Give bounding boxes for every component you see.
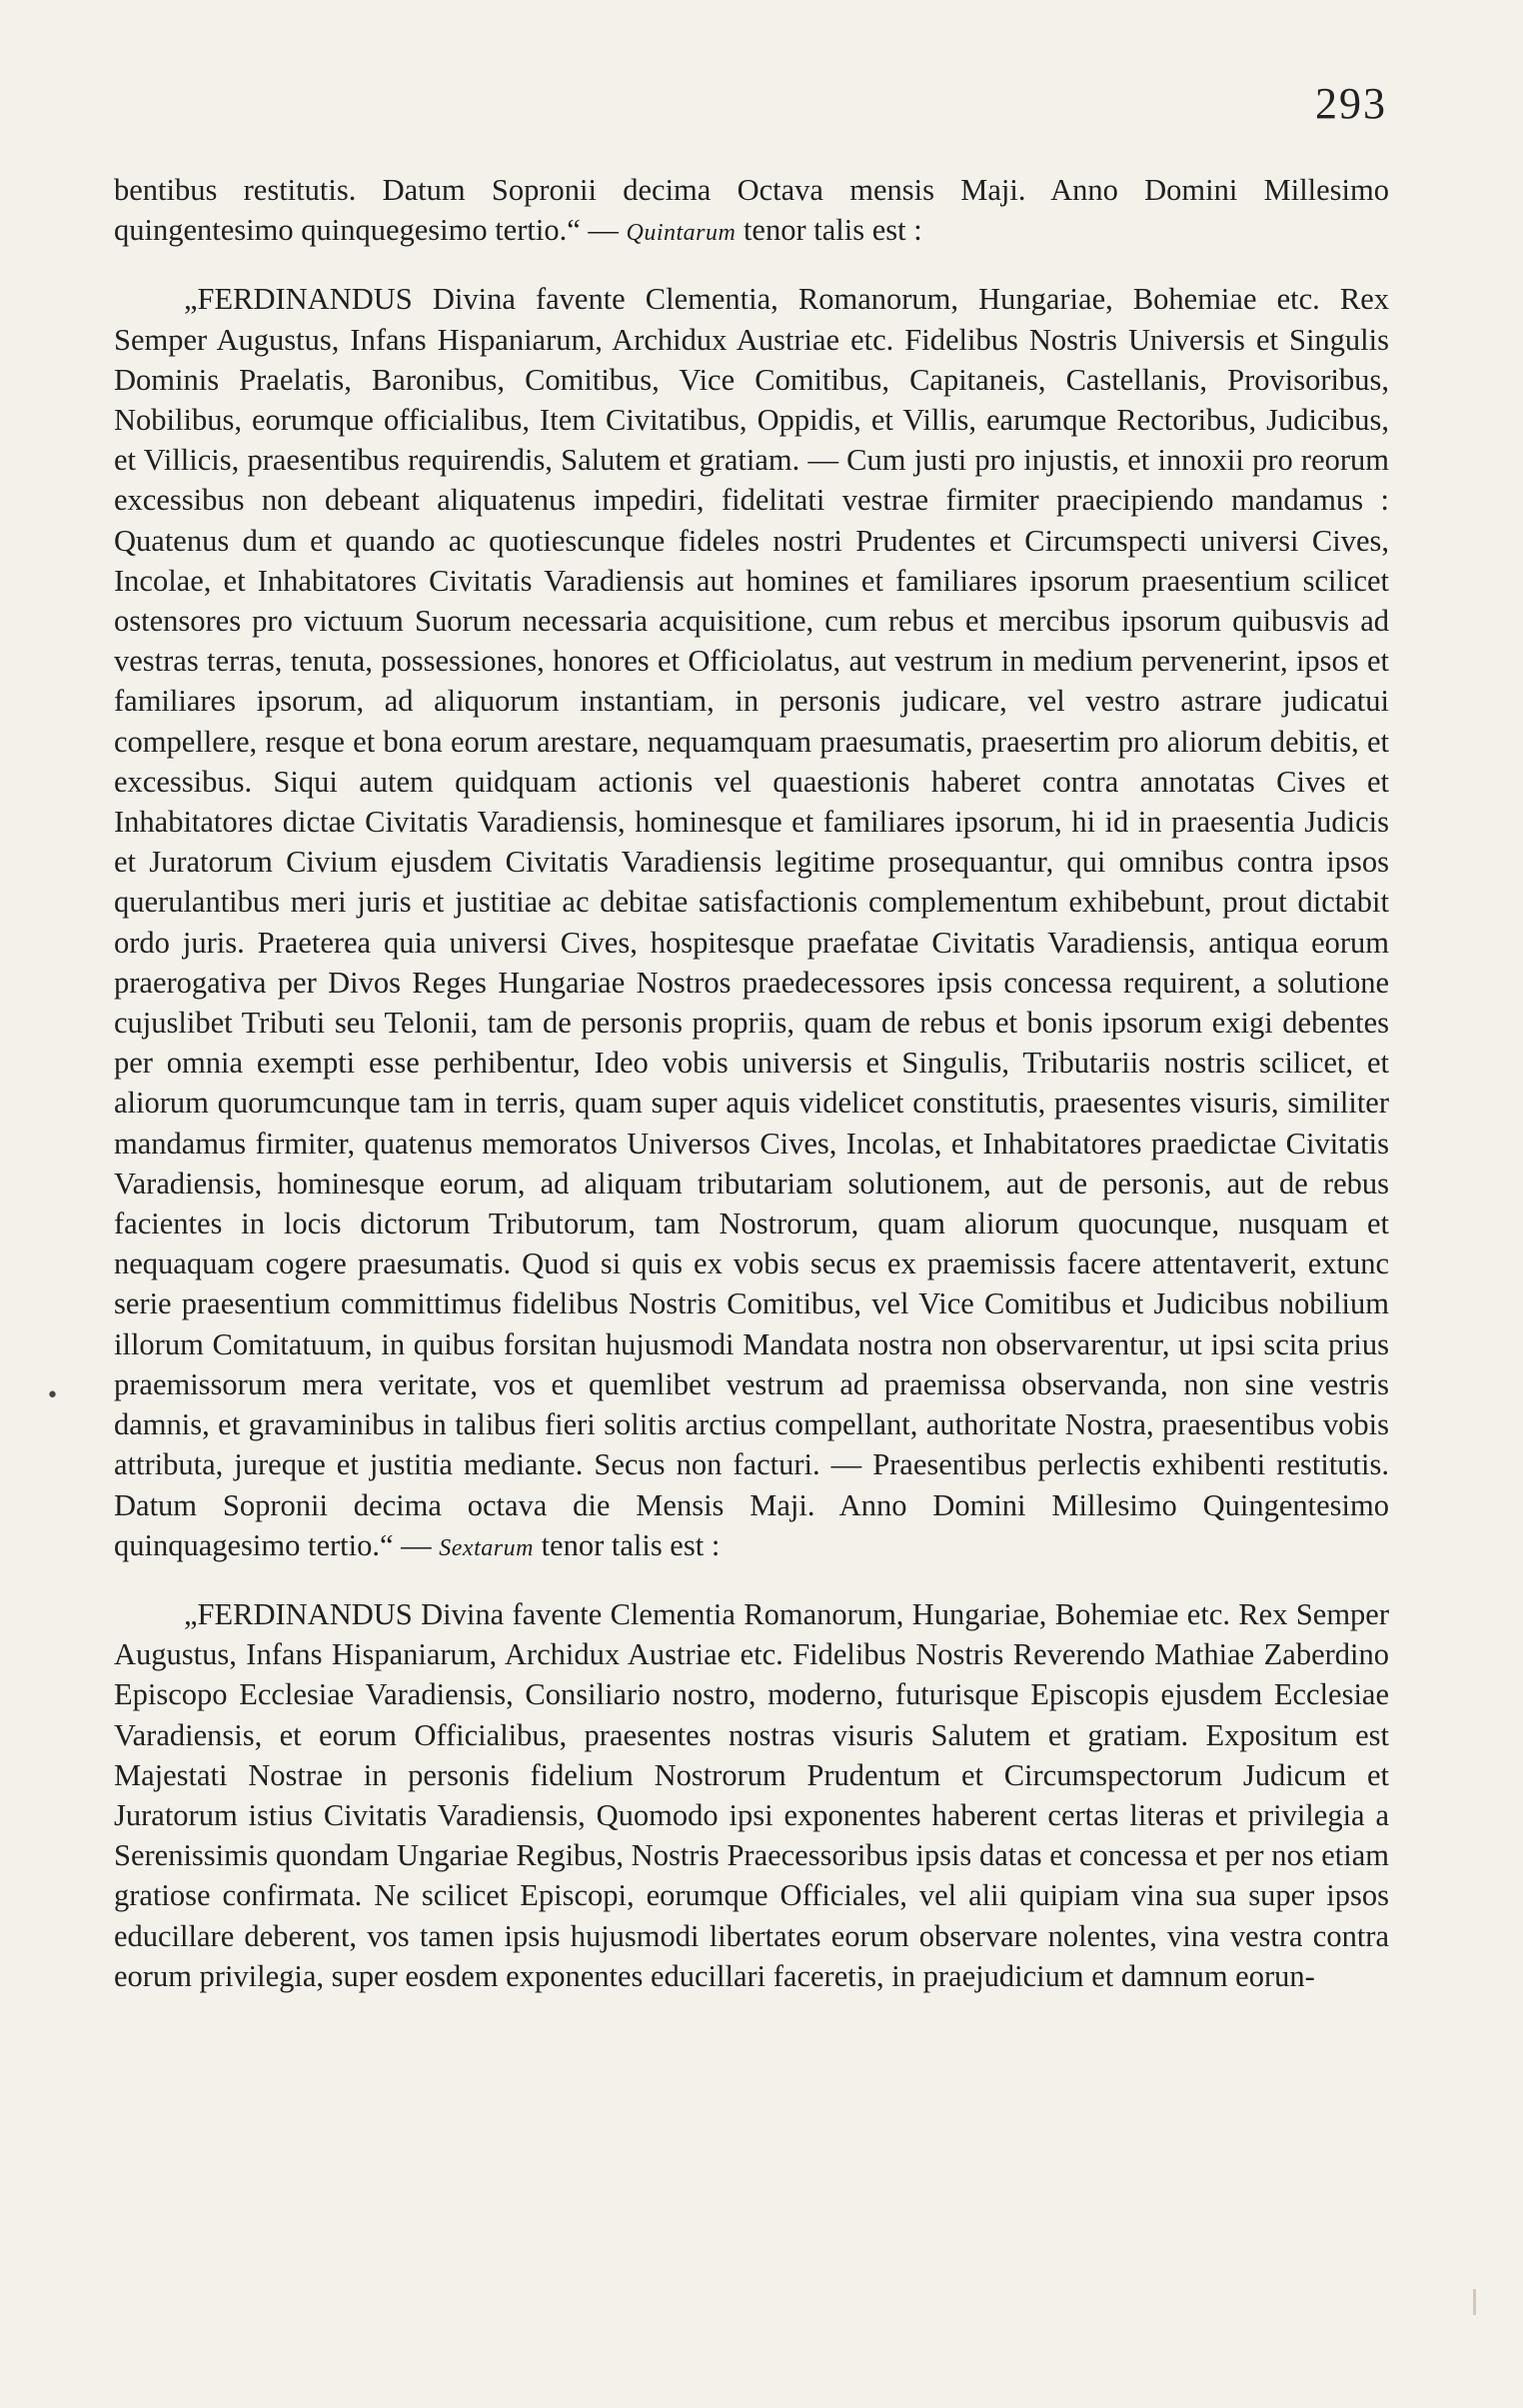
text-segment: „FERDINANDUS Divina favente Clementia, Romanorum, Hungariae, Bohemiae etc. Rex Semper Augustus, Infans Hispaniarum, Archidux Austriae etc. Fidelibus Nostris Universis et Singulis Dominis Praelatis, Baronibus, Comitibus, Vice Comitibus, Capitaneis, Castellanis, Provisoribus, Nobilibus, eorumque officialibus, Item Civitatibus, Oppidis, et Villis, earumque Rectoribus, Judicibus, et Villicis, praesentibus requirendis, Salutem et gratiam. — Cum justi pro injustis, et innoxii pro reorum excessibus non debeant aliquatenus impediri, fidelitati vestrae firmiter praecipiendo mandamus : Quatenus dum et quando ac quotiescunque fideles nostri Prudentes et Circumspecti universi Cives, Incolae, et Inhabitatores Civitatis Varadiensis aut homines et familiares ipsorum praesentium scilicet ostensores pro victuum Suorum necessaria acquisitione, cum rebus et mercibus ipsorum quibusvis ad vestras terras, tenuta, possessiones, honores et Officiolatus, aut vestrum in medium pervenerint, ipsos et familiares ipsorum, ad aliquorum instantiam, in personis judicare, vel vestro astrare judicatui compellere, resque et bona eorum arestare, nequamquam praesumatis, praesertim pro aliorum debitis, et excessibus. Siqui autem quidquam actionis vel quaestionis haberet contra annotatas Cives et Inhabitatores dictae Civitatis Varadiensis, hominesque et familiares ipsorum, hi id in praesentia Judicis et Juratorum Civium ejusdem Civitatis Varadiensis legitime prosequantur, qui omnibus contra ipsos querulantibus meri juris et justitiae ac debitae satisfactionis complementum exhibebunt, prout dictabit ordo juris. Praeterea quia universi Cives, hospitesque praefatae Civitatis Varadiensis, antiqua eorum praerogativa per Divos Reges Hungariae Nostros praedecessores ipsis concessa requirent, a solutione cujuslibet Tributi seu Telonii, tam de personis propriis, quam de rebus et bonis ipsorum exigi debentes per omnia exempti esse perhibentur, Ideo vobis universis et Singulis, Tributariis nostris scilicet, et aliorum quorumcunque tam in terris, quam super aquis videlicet constitutis, praesentes visuris, similiter mandamus firmiter, quatenus memoratos Universos Cives, Incolas, et Inhabitatores praedictae Civitatis Varadiensis, hominesque eorum, ad aliquam tributariam solutionem, aut de personis, aut de rebus facientes in locis dictorum Tributorum, tam Nostrorum, quam aliorum quocunque, nusquam et nequaquam cogere praesumatis. Quod si quis ex vobis secus ex praemissis facere attentaverit, extunc serie praesentium committimus fidelibus Nostris Comitibus, vel Vice Comitibus et Judicibus nobilium illorum Comitatuum, in quibus forsitan hujusmodi Mandata nostra non observarentur, ut ipsi scita prius praemissorum mera veritate, vos et quemlibet vestrum ad praemissa observanda, non sine vestris damnis, et gravaminibus in talibus fieri solitis arctius compellant, authoritate Nostra, praesentibus vobis attributa, jureque et justitia mediante. Secus non facturi. — Praesentibus perlectis exhibenti restitutis. Datum Sopronii decima octava die Mensis Maji. Anno Domini Millesimo Quingentesimo quinquagesimo tertio.“ —: [114, 282, 1389, 1562]
paragraph-quintarum-charter: [114, 279, 1389, 1568]
italic-term: Sextarum: [439, 1534, 534, 1561]
text-segment: tenor talis est :: [736, 213, 922, 248]
text-segment: bentibus restitutis. Datum Sopronii decima Octava mensis Maji. Anno Domini Millesimo quingentesimo quinquegesimo tertio.“ —: [114, 173, 1389, 248]
body-text: [114, 170, 1389, 1996]
paper-speck: [1473, 2289, 1476, 2315]
text-segment: tenor talis est :: [533, 1527, 721, 1562]
margin-mark: •: [46, 1383, 59, 1408]
paragraph-continuation: [114, 170, 1389, 253]
text-segment: „FERDINANDUS Divina favente Clementia Romanorum, Hungariae, Bohemiae etc. Rex Semper Augustus, Infans Hispaniarum, Archidux Austriae etc. Fidelibus Nostris Reverendo Mathiae Zaberdino Episcopo Ecclesiae Varadiensis, Consiliario nostro, moderno, futurisque Episcopis ejusdem Ecclesiae Varadiensis, et eorum Officialibus, praesentes nostras visuris Salutem et gratiam. Expositum est Majestati Nostrae in personis fidelium Nostrorum Prudentum et Circumspectorum Judicum et Juratorum istius Civitatis Varadiensis, Quomodo ipsi exponentes haberent certas literas et privilegia a Serenissimis quondam Ungariae Regibus, Nostris Praecessoribus ipsis datas et concessa et per nos etiam gratiose confirmata. Ne scilicet Episcopi, eorumque Officiales, vel alii quipiam vina sua super ipsos educillare deberent, vos tamen ipsis hujusmodi libertates eorum observare nolentes, vina vestra contra eorum privilegia, super eosdem exponentes educillari faceretis, in praejudicium et damnum eorun-: [114, 1596, 1389, 1993]
paragraph-sextarum-charter: [114, 1594, 1389, 1996]
italic-term: Quintarum: [626, 220, 737, 247]
page-number: 293: [1315, 79, 1387, 128]
